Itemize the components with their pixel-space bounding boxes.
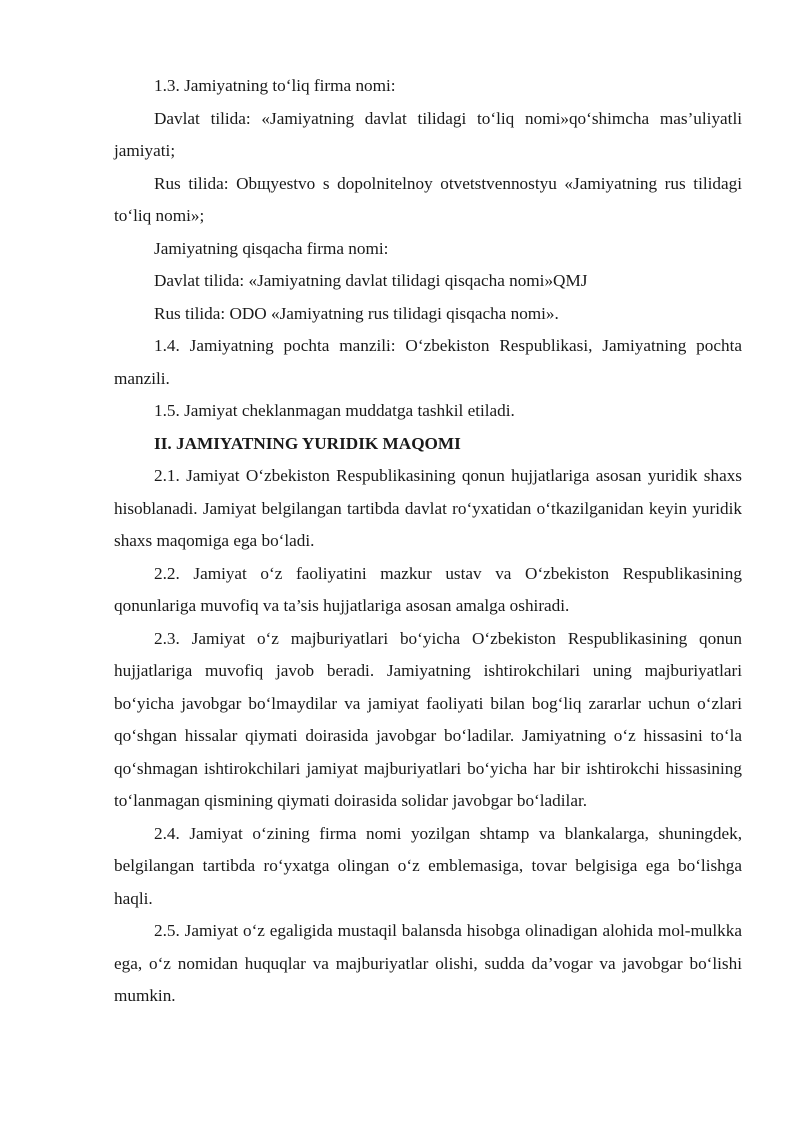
paragraph-2-3: 2.3. Jamiyat o‘z majburiyatlari bo‘yicha O‘zbekiston Respublikasining qonun hujjatlariga muvofiq javob beradi. Jamiyatning ishtirokchilari uning majburiyatlari bo‘yicha javobgar bo‘lmaydilar va jamiyat faoliyati bilan bog‘liq zararlar uchun o‘zlari qo‘shgan hissalar qiymati doirasida javobgar bo‘ladilar. Jamiyatning o‘z hissasini to‘la qo‘shmagan ishtirokchilari jamiyat majburiyatlari bo‘yicha har bir ishtirokchi hissasining to‘lanmagan qismining qiymati doirasida solidar javobgar bo‘ladilar. xyxy=(114,628,742,810)
paragraph-russian-full-name: Rus tilida: Obщyestvo s dopolnitelnoy otvetstvennostyu «Jamiyatning rus tilidagi to‘liq nomi»; xyxy=(114,173,742,225)
paragraph-2-5: 2.5. Jamiyat o‘z egaligida mustaqil balansda hisobga olinadigan alohida mol-mulkka ega, o‘z nomidan huquqlar va majburiyatlar olishi, sudda da’vogar va javobgar bo‘lishi mumkin. xyxy=(114,921,742,1005)
paragraph-russian-short-name: Rus tilida: ODO «Jamiyatning rus tilidagi qisqacha nomi». xyxy=(154,303,559,323)
paragraph-2-2: 2.2. Jamiyat o‘z faoliyatini mazkur ustav va O‘zbekiston Respublikasining qonunlariga muvofiq va ta’sis hujjatlariga asosan amalga oshiradi. xyxy=(114,563,742,615)
section-heading-legal-status: II. JAMIYATNING YURIDIK MAQOMI xyxy=(154,433,461,453)
paragraph-1-3-full-name: 1.3. Jamiyatning to‘liq firma nomi: xyxy=(154,76,396,95)
paragraph-1-4-postal-address: 1.4. Jamiyatning pochta manzili: O‘zbekiston Respublikasi, Jamiyatning pochta manzili. xyxy=(114,336,742,388)
paragraph-1-5-term: 1.5. Jamiyat cheklanmagan muddatga tashkil etiladi. xyxy=(154,401,515,420)
paragraph-2-1: 2.1. Jamiyat O‘zbekiston Respublikasining qonun hujjatlariga asosan yuridik shaxs hisoblanadi. Jamiyat belgilangan tartibda davlat ro‘yxatidan o‘tkazilganidan keyin yuridik shaxs maqomiga ega bo‘ladi. xyxy=(114,466,742,550)
document-page xyxy=(114,70,742,1013)
paragraph-state-language-short-name: Davlat tilida: «Jamiyatning davlat tilidagi qisqacha nomi»QMJ xyxy=(154,271,588,290)
paragraph-2-4: 2.4. Jamiyat o‘zining firma nomi yozilgan shtamp va blankalarga, shuningdek, belgilangan tartibda ro‘yxatga olingan o‘z emblemasiga, tovar belgisiga ega bo‘lishga haqli. xyxy=(114,823,742,908)
paragraph-short-name-heading: Jamiyatning qisqacha firma nomi: xyxy=(154,238,389,258)
paragraph-state-language-full-name: Davlat tilida: «Jamiyatning davlat tilidagi to‘liq nomi»qo‘shimcha mas’uliyatli jamiyati; xyxy=(114,108,742,160)
